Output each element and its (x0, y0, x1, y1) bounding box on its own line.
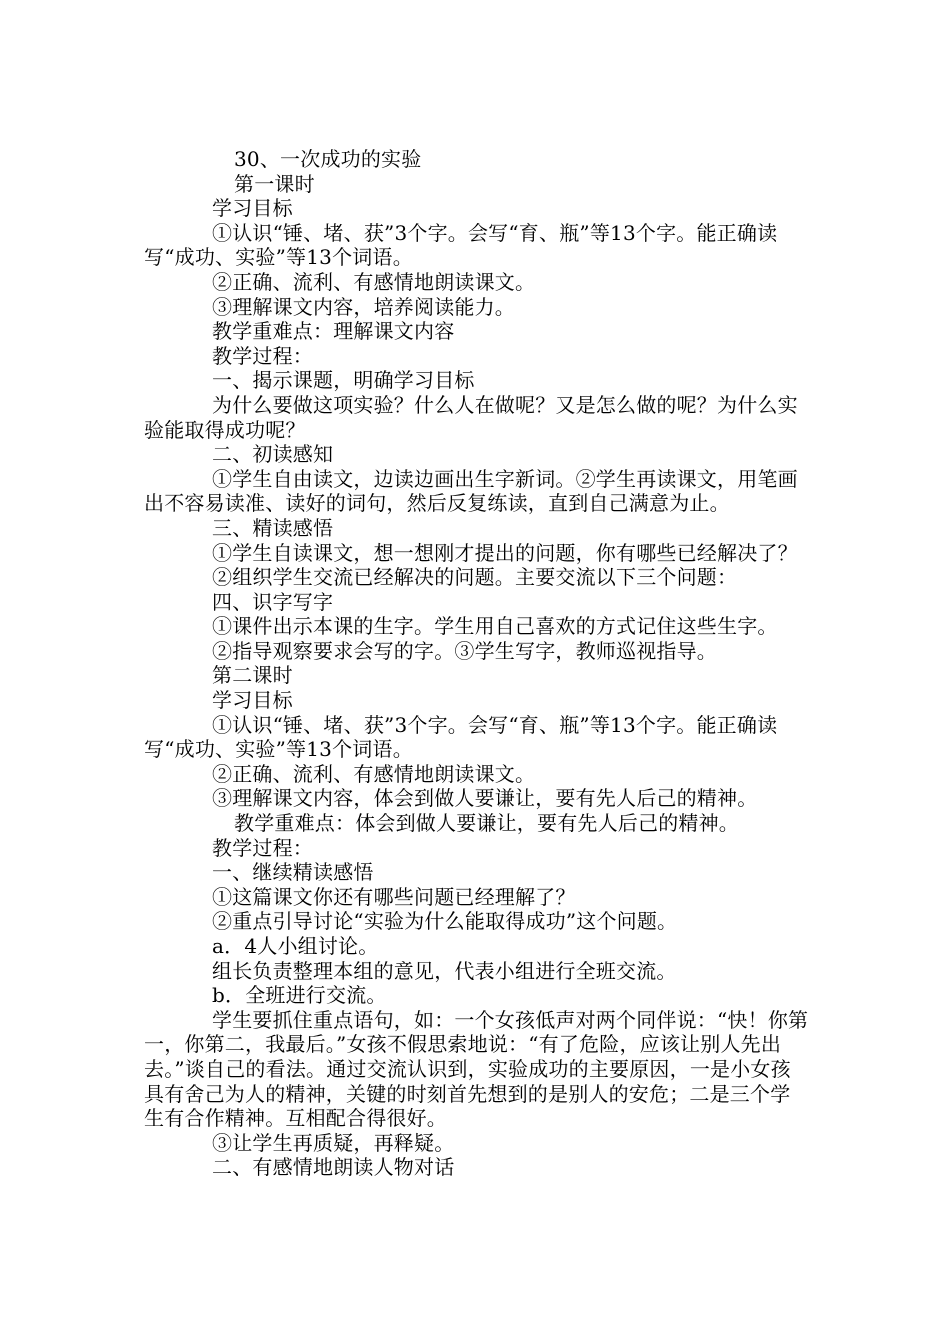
subheading: 学习目标 (212, 688, 293, 713)
paragraph: ②指导观察要求会写的字。③学生写字，教师巡视指导。 (212, 638, 717, 663)
paragraph: 组长负责整理本组的意见，代表小组进行全班交流。 (212, 958, 677, 983)
subheading: 二、有感情地朗读人物对话 (212, 1155, 455, 1180)
paragraph: ③让学生再质疑，再释疑。 (212, 1130, 455, 1155)
paragraph: 教学重难点：理解课文内容 (212, 319, 455, 344)
paragraph: ②正确、流利、有感情地朗读课文。 (212, 761, 536, 786)
paragraph: ③理解课文内容，体会到做人要谦让，要有先人后己的精神。 (212, 786, 758, 811)
document-body (144, 147, 810, 1180)
lesson-title: 30、一次成功的实验 (234, 147, 422, 171)
paragraph: 学生要抓住重点语句，如：一个女孩低声对两个同伴说：“快！你第一，你第二，我最后。”女孩不假思索地说：“有了危险，应该让别人先出去。”谈自己的看法。通过交流认识到，实验成功的主要原因，一是小女孩具有舍己为人的精神，关键的时刻首先想到的是别人的安危；二是三个学生有合作精神。互相配合得很好。 (144, 1007, 809, 1131)
paragraph: ①这篇课文你还有哪些问题已经理解了？ (212, 884, 576, 909)
paragraph: ③理解课文内容，培养阅读能力。 (212, 294, 515, 319)
subheading: 四、识字写字 (212, 589, 334, 614)
section-heading: 第一课时 (234, 171, 315, 196)
subheading: 一、揭示课题，明确学习目标 (212, 368, 475, 393)
paragraph: 教学重难点：体会到做人要谦让，要有先人后己的精神。 (234, 811, 739, 836)
paragraph: ①学生自读课文，想一想刚才提出的问题，你有哪些已经解决了？ (212, 540, 798, 565)
paragraph: a．4人小组讨论。 (212, 934, 379, 958)
subheading: 学习目标 (212, 196, 293, 221)
subheading: 教学过程： (212, 343, 313, 368)
paragraph: ②组织学生交流已经解决的问题。主要交流以下三个问题： (212, 565, 738, 590)
subheading: 一、继续精读感悟 (212, 860, 374, 885)
paragraph: ①学生自由读文，边读边画出生字新词。②学生再读课文，用笔画出不容易读准、读好的词句，然后反复练读，直到自己满意为止。 (144, 466, 798, 516)
subheading: 三、精读感悟 (212, 515, 334, 540)
paragraph: ①课件出示本课的生字。学生用自己喜欢的方式记住这些生字。 (212, 614, 778, 639)
subheading: 教学过程： (212, 835, 313, 860)
paragraph: 为什么要做这项实验？什么人在做呢？又是怎么做的呢？为什么实验能取得成功呢？ (144, 392, 798, 442)
paragraph: ①认识“锤、堵、获”3个字。会写“育、瓶”等13个字。能正确读写“成功、实验”等13个词语。 (144, 220, 778, 270)
paragraph: b．全班进行交流。 (212, 983, 387, 1008)
subheading: 二、初读感知 (212, 442, 334, 467)
paragraph: ②重点引导讨论“实验为什么能取得成功”这个问题。 (212, 909, 678, 934)
paragraph: ①认识“锤、堵、获”3个字。会写“育、瓶”等13个字。能正确读写“成功、实验”等13个词语。 (144, 712, 778, 762)
section-heading: 第二课时 (212, 663, 293, 688)
paragraph: ②正确、流利、有感情地朗读课文。 (212, 269, 536, 294)
